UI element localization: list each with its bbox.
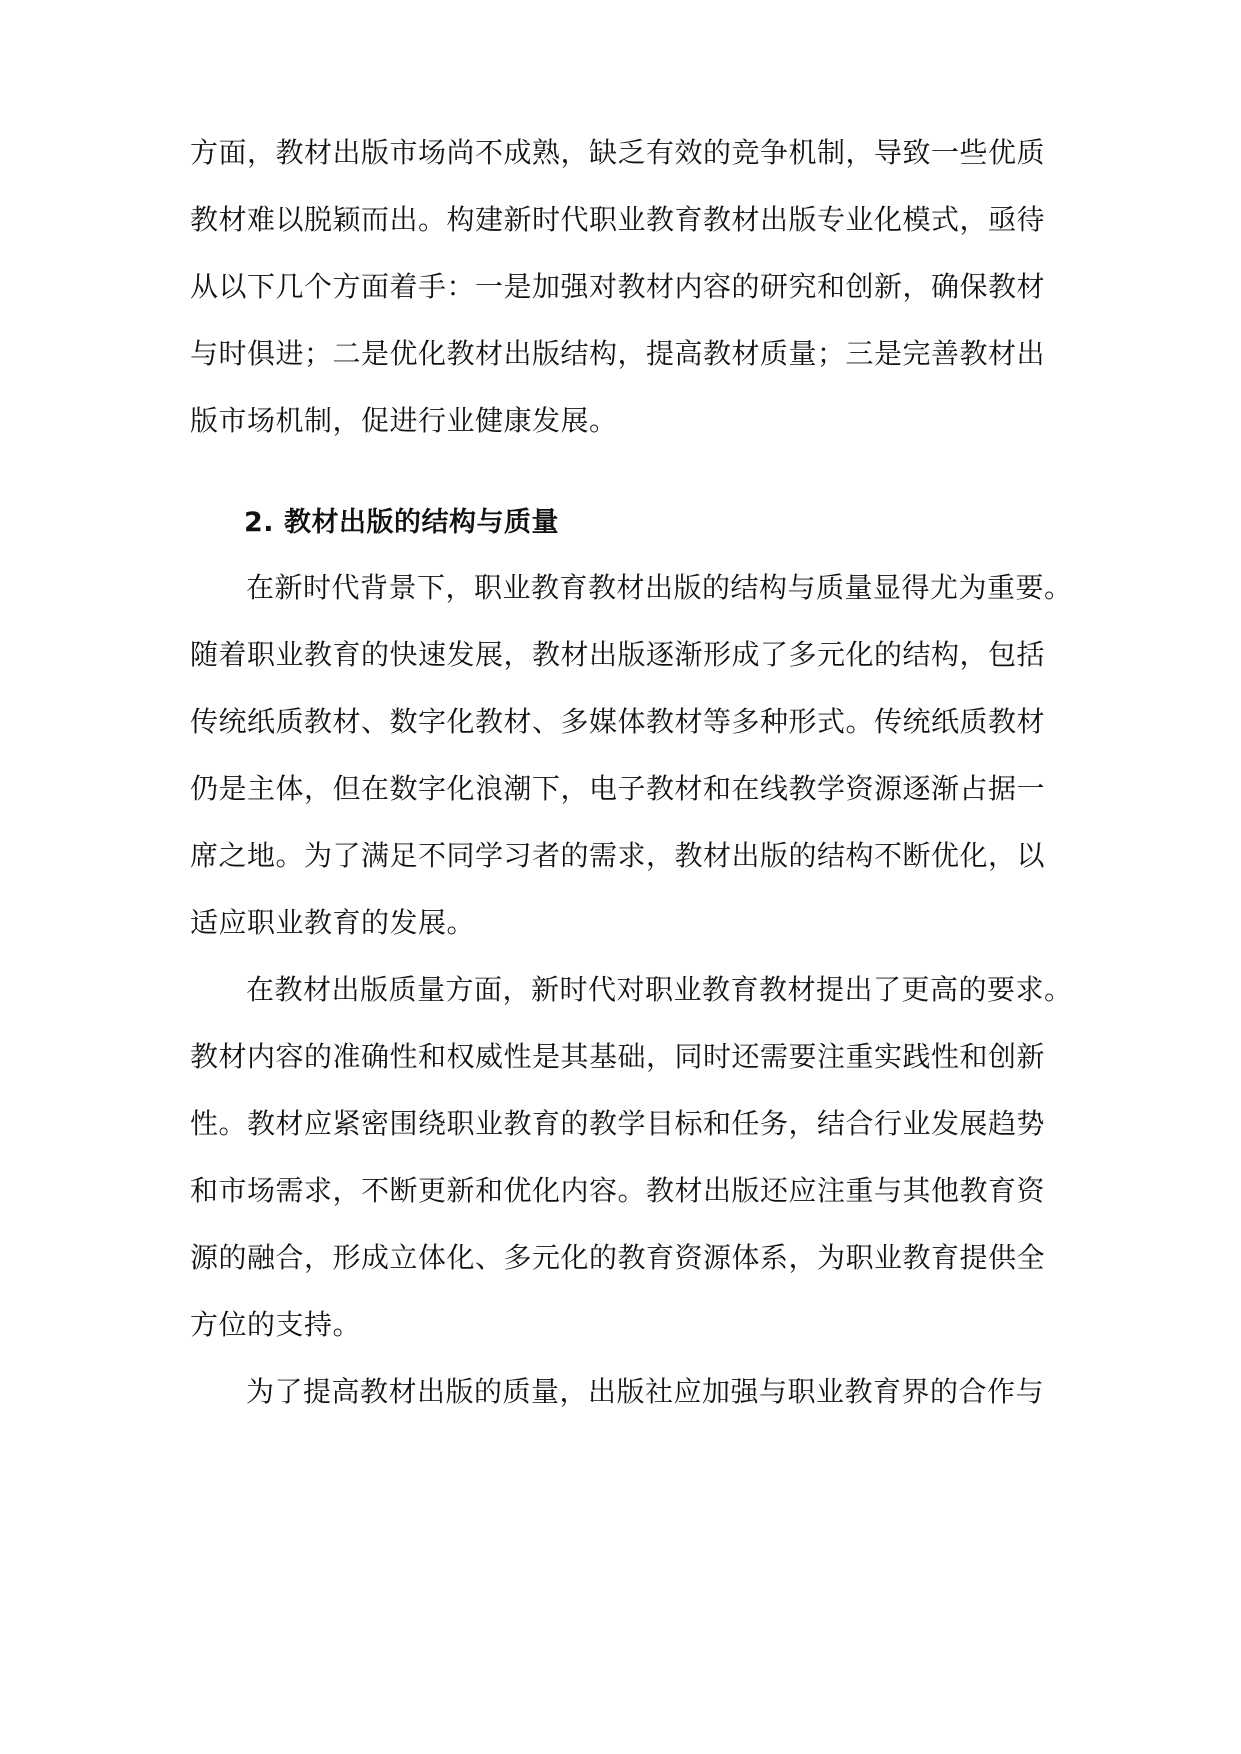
text-line: 性。教材应紧密围绕职业教育的教学目标和任务，结合行业发展趋势 bbox=[190, 1107, 1046, 1140]
section-heading: 2. 教材出版的结构与质量 bbox=[244, 507, 559, 538]
text-line: 传统纸质教材、数字化教材、多媒体教材等多种形式。传统纸质教材 bbox=[190, 705, 1046, 738]
text-line: 教材内容的准确性和权威性是其基础，同时还需要注重实践性和创新 bbox=[190, 1040, 1046, 1073]
text-line: 席之地。为了满足不同学习者的需求，教材出版的结构不断优化，以 bbox=[190, 839, 1046, 872]
text-line: 版市场机制，促进行业健康发展。 bbox=[190, 404, 618, 437]
text-line: 在教材出版质量方面，新时代对职业教育教材提出了更高的要求。 bbox=[246, 973, 1073, 1006]
text-line: 随着职业教育的快速发展，教材出版逐渐形成了多元化的结构，包括 bbox=[190, 638, 1046, 671]
text-line: 教材难以脱颖而出。构建新时代职业教育教材出版专业化模式，亟待 bbox=[190, 203, 1046, 236]
text-line: 适应职业教育的发展。 bbox=[190, 906, 476, 939]
text-line: 方位的支持。 bbox=[190, 1308, 362, 1341]
text-line: 与时俱进；二是优化教材出版结构，提高教材质量；三是完善教材出 bbox=[190, 337, 1046, 370]
text-line: 方面，教材出版市场尚不成熟，缺乏有效的竞争机制，导致一些优质 bbox=[190, 136, 1046, 169]
text-line: 从以下几个方面着手：一是加强对教材内容的研究和创新，确保教材 bbox=[190, 270, 1046, 303]
text-line: 为了提高教材出版的质量，出版社应加强与职业教育界的合作与 bbox=[246, 1375, 1045, 1408]
text-line: 在新时代背景下，职业教育教材出版的结构与质量显得尤为重要。 bbox=[246, 571, 1073, 604]
text-line: 仍是主体，但在数字化浪潮下，电子教材和在线教学资源逐渐占据一 bbox=[190, 772, 1046, 805]
text-line: 源的融合，形成立体化、多元化的教育资源体系，为职业教育提供全 bbox=[190, 1241, 1046, 1274]
text-line: 和市场需求，不断更新和优化内容。教材出版还应注重与其他教育资 bbox=[190, 1174, 1046, 1207]
